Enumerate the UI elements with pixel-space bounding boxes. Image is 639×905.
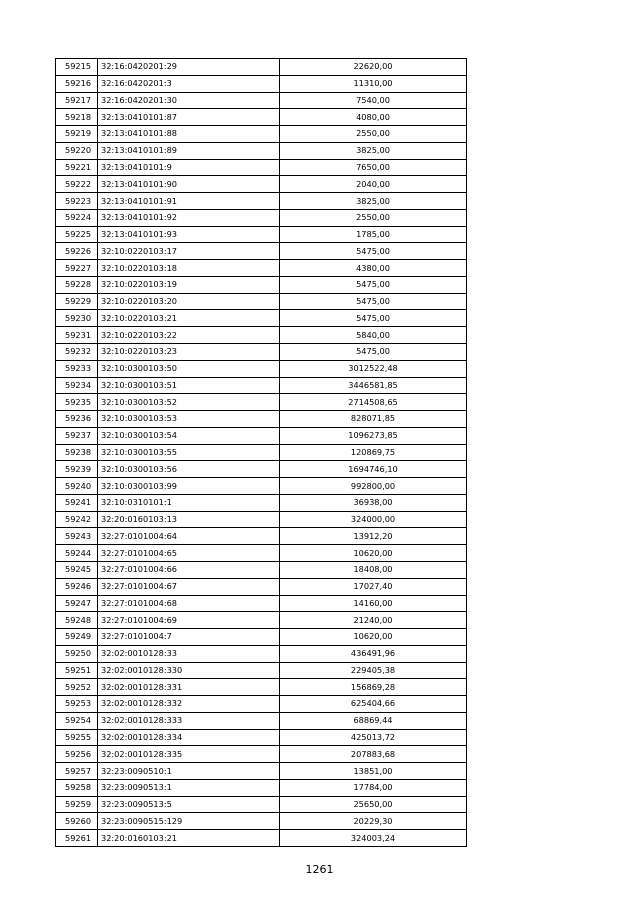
table-row [56, 59, 467, 76]
row-number-cell: 59223 [56, 193, 98, 210]
table-row [56, 461, 467, 478]
table-row [56, 92, 467, 109]
cadastral-value-cell: 10620,00 [280, 629, 467, 646]
cadastral-value-cell: 324003,24 [280, 830, 467, 847]
cadastral-number-cell: 32:20:0160103:13 [98, 511, 280, 528]
table-row [56, 75, 467, 92]
table-row [56, 528, 467, 545]
cadastral-number-cell: 32:13:0410101:88 [98, 126, 280, 143]
cadastral-value-cell: 828071,85 [280, 411, 467, 428]
cadastral-value-cell: 625404,66 [280, 696, 467, 713]
table-row [56, 629, 467, 646]
cadastral-value-cell: 2550,00 [280, 209, 467, 226]
table-row [56, 377, 467, 394]
cadastral-number-cell: 32:13:0410101:9 [98, 159, 280, 176]
cadastral-number-cell: 32:27:0101004:69 [98, 612, 280, 629]
cadastral-value-cell: 13851,00 [280, 763, 467, 780]
cadastral-number-cell: 32:10:0220103:17 [98, 243, 280, 260]
row-number-cell: 59219 [56, 126, 98, 143]
cadastral-value-cell: 10620,00 [280, 545, 467, 562]
row-number-cell: 59222 [56, 176, 98, 193]
row-number-cell: 59245 [56, 561, 98, 578]
table-row [56, 779, 467, 796]
cadastral-value-cell: 4080,00 [280, 109, 467, 126]
table-row [56, 595, 467, 612]
table-row [56, 159, 467, 176]
cadastral-number-cell: 32:10:0300103:53 [98, 411, 280, 428]
row-number-cell: 59233 [56, 360, 98, 377]
row-number-cell: 59216 [56, 75, 98, 92]
cadastral-value-cell: 3012522,48 [280, 360, 467, 377]
cadastral-number-cell: 32:23:0090513:5 [98, 796, 280, 813]
cadastral-value-cell: 5475,00 [280, 243, 467, 260]
cadastral-value-cell: 36938,00 [280, 494, 467, 511]
cadastral-value-cell: 436491,96 [280, 645, 467, 662]
cadastral-value-cell: 22620,00 [280, 59, 467, 76]
row-number-cell: 59251 [56, 662, 98, 679]
row-number-cell: 59236 [56, 411, 98, 428]
table-row [56, 830, 467, 847]
row-number-cell: 59253 [56, 696, 98, 713]
row-number-cell: 59258 [56, 779, 98, 796]
cadastral-value-cell: 14160,00 [280, 595, 467, 612]
table-row [56, 427, 467, 444]
cadastral-number-cell: 32:10:0220103:19 [98, 276, 280, 293]
cadastral-value-cell: 68869,44 [280, 712, 467, 729]
cadastral-number-cell: 32:10:0300103:52 [98, 394, 280, 411]
row-number-cell: 59240 [56, 478, 98, 495]
cadastral-value-cell: 1785,00 [280, 226, 467, 243]
row-number-cell: 59225 [56, 226, 98, 243]
cadastral-number-cell: 32:10:0220103:22 [98, 327, 280, 344]
row-number-cell: 59238 [56, 444, 98, 461]
cadastral-number-cell: 32:02:0010128:331 [98, 679, 280, 696]
cadastral-number-cell: 32:10:0300103:55 [98, 444, 280, 461]
table-row [56, 746, 467, 763]
table-row [56, 561, 467, 578]
cadastral-number-cell: 32:13:0410101:92 [98, 209, 280, 226]
row-number-cell: 59230 [56, 310, 98, 327]
row-number-cell: 59260 [56, 813, 98, 830]
table-body [56, 59, 467, 847]
row-number-cell: 59218 [56, 109, 98, 126]
table-row [56, 545, 467, 562]
cadastral-number-cell: 32:23:0090513:1 [98, 779, 280, 796]
cadastral-number-cell: 32:16:0420201:29 [98, 59, 280, 76]
row-number-cell: 59227 [56, 260, 98, 277]
cadastral-value-cell: 3825,00 [280, 193, 467, 210]
cadastral-number-cell: 32:10:0220103:21 [98, 310, 280, 327]
table-row [56, 260, 467, 277]
table-row [56, 696, 467, 713]
table-row [56, 494, 467, 511]
cadastral-number-cell: 32:27:0101004:68 [98, 595, 280, 612]
cadastral-value-cell: 13912,20 [280, 528, 467, 545]
table-row [56, 109, 467, 126]
cadastral-number-cell: 32:16:0420201:30 [98, 92, 280, 109]
row-number-cell: 59224 [56, 209, 98, 226]
cadastral-value-cell: 5475,00 [280, 276, 467, 293]
cadastral-number-cell: 32:02:0010128:334 [98, 729, 280, 746]
cadastral-number-cell: 32:02:0010128:330 [98, 662, 280, 679]
table-row [56, 712, 467, 729]
cadastral-number-cell: 32:10:0220103:23 [98, 344, 280, 361]
table-row [56, 360, 467, 377]
row-number-cell: 59247 [56, 595, 98, 612]
cadastral-value-table [55, 58, 467, 847]
cadastral-number-cell: 32:10:0310101:1 [98, 494, 280, 511]
row-number-cell: 59229 [56, 293, 98, 310]
table-row [56, 310, 467, 327]
cadastral-value-cell: 17027,40 [280, 578, 467, 595]
cadastral-number-cell: 32:27:0101004:65 [98, 545, 280, 562]
cadastral-number-cell: 32:10:0300103:51 [98, 377, 280, 394]
cadastral-value-cell: 229405,38 [280, 662, 467, 679]
cadastral-number-cell: 32:10:0300103:54 [98, 427, 280, 444]
cadastral-number-cell: 32:02:0010128:332 [98, 696, 280, 713]
cadastral-value-cell: 5840,00 [280, 327, 467, 344]
row-number-cell: 59246 [56, 578, 98, 595]
table-row [56, 679, 467, 696]
cadastral-value-cell: 21240,00 [280, 612, 467, 629]
table-row [56, 478, 467, 495]
table-row [56, 344, 467, 361]
table-row [56, 444, 467, 461]
table-row [56, 729, 467, 746]
row-number-cell: 59234 [56, 377, 98, 394]
table-row [56, 796, 467, 813]
cadastral-value-cell: 7540,00 [280, 92, 467, 109]
cadastral-value-cell: 2714508,65 [280, 394, 467, 411]
cadastral-number-cell: 32:13:0410101:87 [98, 109, 280, 126]
table-row [56, 813, 467, 830]
cadastral-number-cell: 32:13:0410101:93 [98, 226, 280, 243]
cadastral-number-cell: 32:20:0160103:21 [98, 830, 280, 847]
cadastral-number-cell: 32:16:0420201:3 [98, 75, 280, 92]
table-row [56, 126, 467, 143]
cadastral-value-cell: 17784,00 [280, 779, 467, 796]
row-number-cell: 59232 [56, 344, 98, 361]
cadastral-number-cell: 32:02:0010128:335 [98, 746, 280, 763]
row-number-cell: 59244 [56, 545, 98, 562]
row-number-cell: 59252 [56, 679, 98, 696]
cadastral-value-cell: 2550,00 [280, 126, 467, 143]
row-number-cell: 59215 [56, 59, 98, 76]
cadastral-value-cell: 5475,00 [280, 344, 467, 361]
cadastral-number-cell: 32:13:0410101:89 [98, 142, 280, 159]
row-number-cell: 59255 [56, 729, 98, 746]
cadastral-number-cell: 32:13:0410101:90 [98, 176, 280, 193]
table-row [56, 511, 467, 528]
cadastral-number-cell: 32:27:0101004:7 [98, 629, 280, 646]
row-number-cell: 59256 [56, 746, 98, 763]
cadastral-number-cell: 32:13:0410101:91 [98, 193, 280, 210]
cadastral-value-cell: 1096273,85 [280, 427, 467, 444]
row-number-cell: 59231 [56, 327, 98, 344]
row-number-cell: 59226 [56, 243, 98, 260]
cadastral-value-cell: 992800,00 [280, 478, 467, 495]
cadastral-number-cell: 32:27:0101004:66 [98, 561, 280, 578]
cadastral-value-cell: 20229,30 [280, 813, 467, 830]
row-number-cell: 59242 [56, 511, 98, 528]
cadastral-number-cell: 32:10:0300103:56 [98, 461, 280, 478]
row-number-cell: 59257 [56, 763, 98, 780]
cadastral-value-cell: 5475,00 [280, 293, 467, 310]
table-row [56, 293, 467, 310]
cadastral-number-cell: 32:27:0101004:64 [98, 528, 280, 545]
cadastral-number-cell: 32:10:0300103:50 [98, 360, 280, 377]
table-row [56, 645, 467, 662]
table-row [56, 209, 467, 226]
table-row [56, 193, 467, 210]
cadastral-value-cell: 25650,00 [280, 796, 467, 813]
table-row [56, 226, 467, 243]
cadastral-value-cell: 18408,00 [280, 561, 467, 578]
cadastral-number-cell: 32:23:0090510:1 [98, 763, 280, 780]
cadastral-number-cell: 32:02:0010128:333 [98, 712, 280, 729]
row-number-cell: 59254 [56, 712, 98, 729]
table-row [56, 763, 467, 780]
table-row [56, 411, 467, 428]
table-row [56, 327, 467, 344]
cadastral-value-cell: 1694746,10 [280, 461, 467, 478]
cadastral-value-cell: 3446581,85 [280, 377, 467, 394]
cadastral-value-cell: 11310,00 [280, 75, 467, 92]
row-number-cell: 59228 [56, 276, 98, 293]
cadastral-number-cell: 32:23:0090515:129 [98, 813, 280, 830]
table-row [56, 276, 467, 293]
cadastral-number-cell: 32:10:0300103:99 [98, 478, 280, 495]
row-number-cell: 59220 [56, 142, 98, 159]
page-number: 1261 [305, 863, 334, 876]
cadastral-value-cell: 4380,00 [280, 260, 467, 277]
cadastral-number-cell: 32:02:0010128:33 [98, 645, 280, 662]
table-row [56, 612, 467, 629]
cadastral-value-cell: 7650,00 [280, 159, 467, 176]
cadastral-value-cell: 2040,00 [280, 176, 467, 193]
row-number-cell: 59261 [56, 830, 98, 847]
row-number-cell: 59243 [56, 528, 98, 545]
row-number-cell: 59237 [56, 427, 98, 444]
cadastral-value-cell: 207883,68 [280, 746, 467, 763]
cadastral-number-cell: 32:27:0101004:67 [98, 578, 280, 595]
cadastral-value-cell: 5475,00 [280, 310, 467, 327]
cadastral-value-cell: 3825,00 [280, 142, 467, 159]
row-number-cell: 59250 [56, 645, 98, 662]
cadastral-value-cell: 156869,28 [280, 679, 467, 696]
row-number-cell: 59249 [56, 629, 98, 646]
table-row [56, 394, 467, 411]
row-number-cell: 59235 [56, 394, 98, 411]
cadastral-value-cell: 120869,75 [280, 444, 467, 461]
row-number-cell: 59239 [56, 461, 98, 478]
cadastral-number-cell: 32:10:0220103:20 [98, 293, 280, 310]
row-number-cell: 59221 [56, 159, 98, 176]
cadastral-value-cell: 324000,00 [280, 511, 467, 528]
table-row [56, 662, 467, 679]
row-number-cell: 59217 [56, 92, 98, 109]
row-number-cell: 59241 [56, 494, 98, 511]
row-number-cell: 59259 [56, 796, 98, 813]
table-row [56, 578, 467, 595]
cadastral-number-cell: 32:10:0220103:18 [98, 260, 280, 277]
table-row [56, 142, 467, 159]
cadastral-value-cell: 425013,72 [280, 729, 467, 746]
table-row [56, 176, 467, 193]
table-row [56, 243, 467, 260]
row-number-cell: 59248 [56, 612, 98, 629]
